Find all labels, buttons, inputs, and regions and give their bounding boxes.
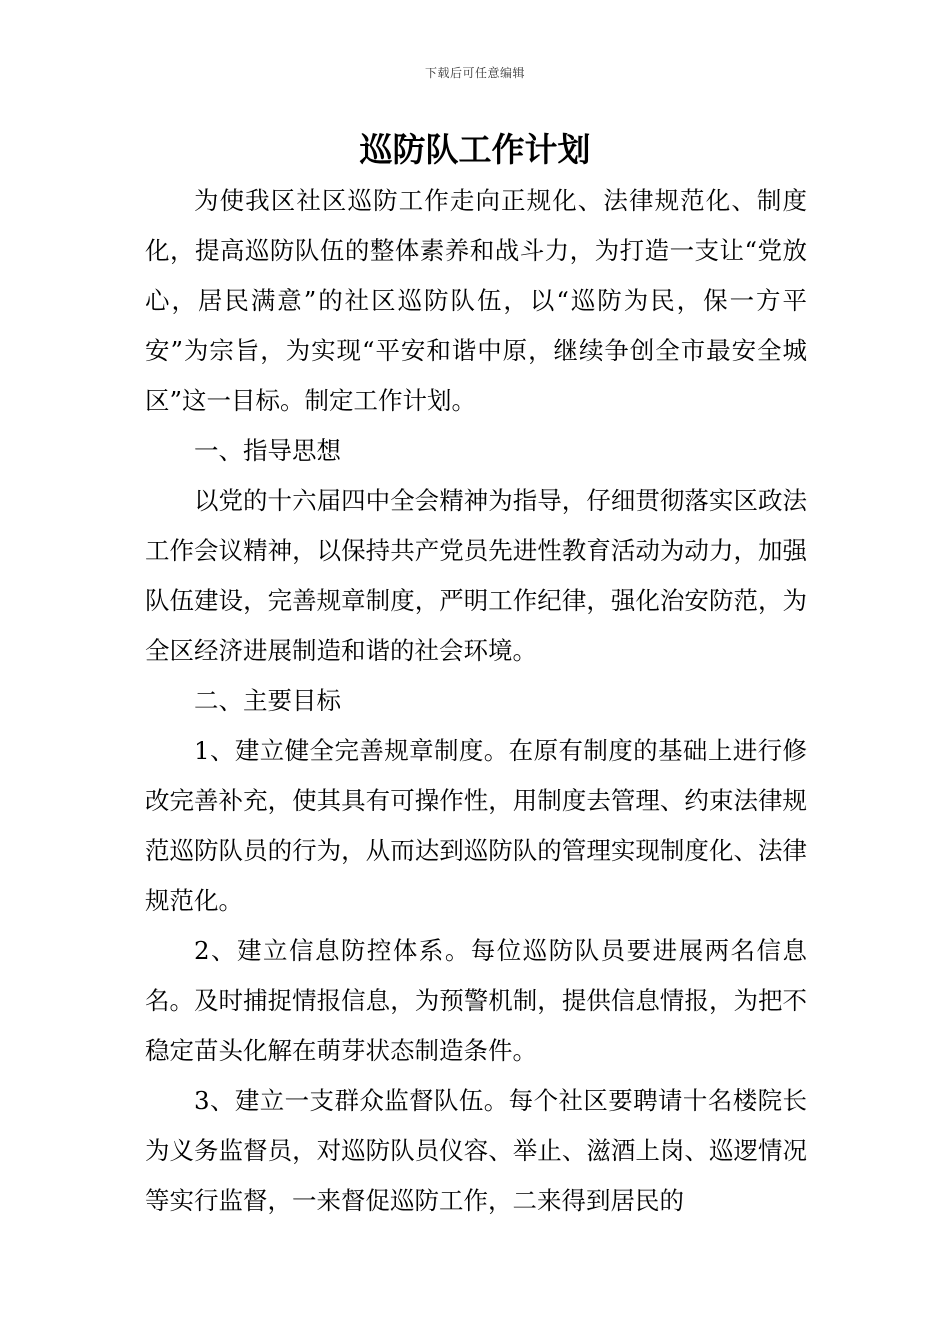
section-heading-guiding-ideology: 一、指导思想 [194, 436, 341, 465]
section-heading-main-goals: 二、主要目标 [194, 686, 341, 715]
paragraph-goal-2: 2、建立信息防控体系。每位巡防队员要进展两名信息名。及时捕捉情报信息，为预警机制，提供信息情报，为把不稳定苗头化解在萌芽状态制造条件。 [145, 936, 807, 1065]
paragraph-goal-1: 1、建立健全完善规章制度。在原有制度的基础上进行修改完善补充，使其具有可操作性，用制度去管理、约束法律规范巡防队员的行为，从而达到巡防队的管理实现制度化、法律规范化。 [145, 736, 807, 915]
document-title: 巡防队工作计划 [359, 130, 591, 169]
document-body [145, 176, 807, 1226]
paragraph-intro: 为使我区社区巡防工作走向正规化、法律规范化、制度化，提高巡防队伍的整体素养和战斗力，为打造一支让“党放心，居民满意”的社区巡防队伍，以“巡防为民，保一方平安”为宗旨，为实现“平安和谐中原，继续争创全市最安全城区”这一目标。制定工作计划。 [145, 186, 807, 415]
paragraph-goal-3: 3、建立一支群众监督队伍。每个社区要聘请十名楼院长为义务监督员，对巡防队员仪容、举止、滋酒上岗、巡逻情况等实行监督，一来督促巡防工作，二来得到居民的 [145, 1086, 807, 1215]
header-note: 下载后可任意编辑 [424, 66, 525, 80]
paragraph-guiding-ideology: 以党的十六届四中全会精神为指导，仔细贯彻落实区政法工作会议精神，以保持共产党员先进性教育活动为动力，加强队伍建设，完善规章制度，严明工作纪律，强化治安防范，为全区经济进展制造和谐的社会环境。 [145, 486, 807, 665]
